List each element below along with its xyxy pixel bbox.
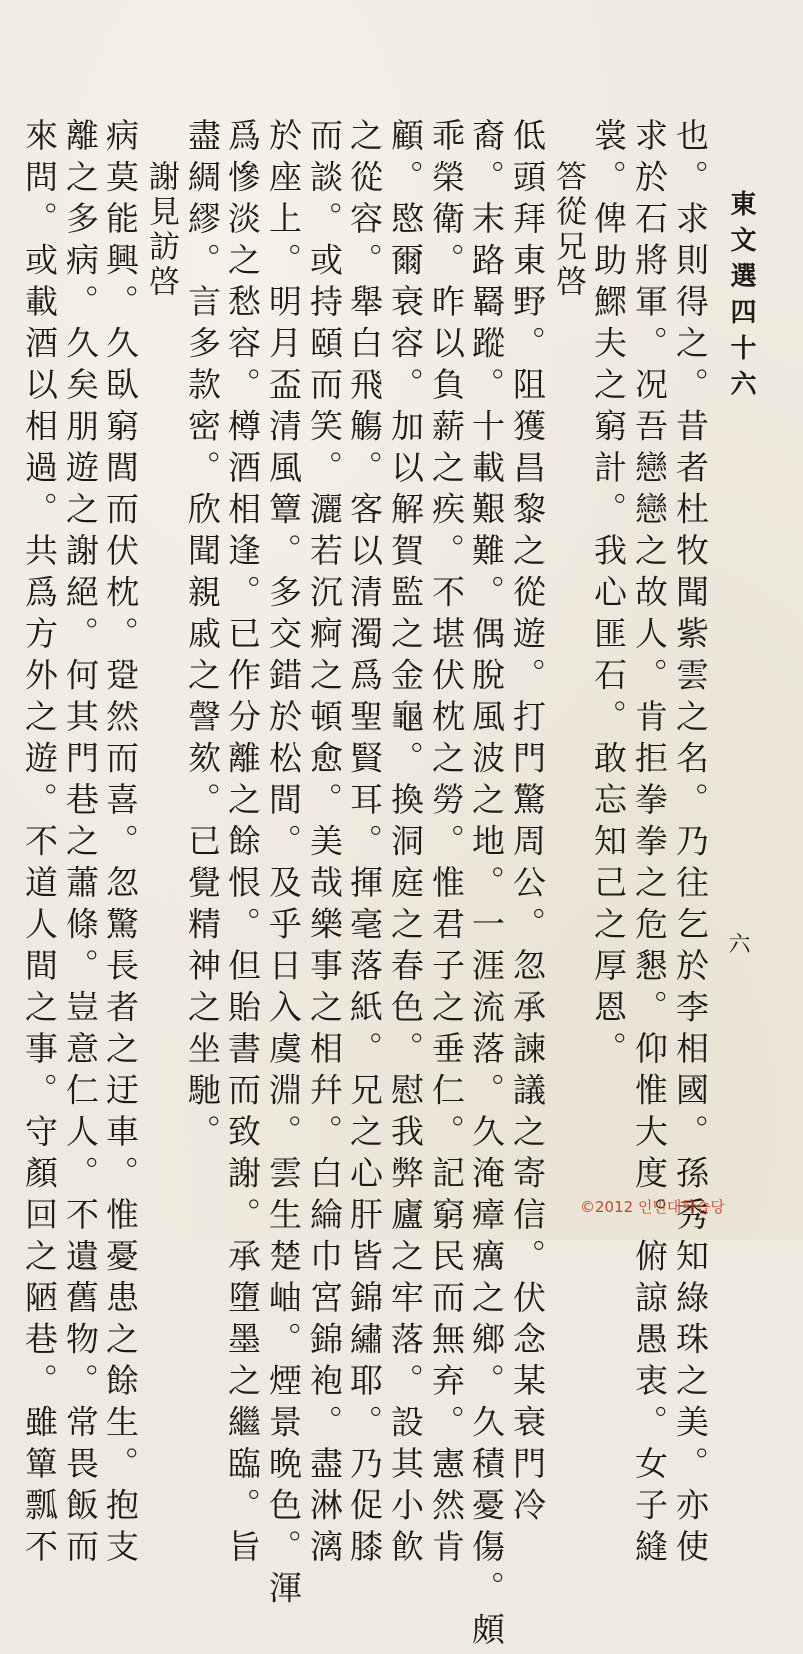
text-column-15: 病莫能興。久臥窮閭而伏枕。跫然而喜。忽驚長者之迂車。惟憂患之餘生。抱支 [101, 118, 140, 1571]
copyright-watermark: ©2012 인민대학습당 [580, 1198, 725, 1216]
section-title-1: 答從兄啓 [550, 160, 586, 300]
running-header: 東文選四十六 [726, 190, 756, 406]
text-column-17: 來問。或載酒以相過。共爲方外之遊。不道人間之事。守顏回之陋巷。雖簞瓢不 [20, 118, 59, 1571]
text-column-11: 於座上。明月盃清風簟。多交錯於松間。及乎日入虞淵。雲生楚岫。煙景晩色。渾 [264, 118, 303, 1612]
text-column-9: 之從容。舉白飛觴。客以清濁爲聖賢耳。揮毫落紙。兄之心肝皆錦繡耶。乃促膝 [345, 118, 384, 1571]
page-number: 六 [725, 932, 750, 954]
text-column-10: 而談。或持頤而笑。灑若沉痾之頓愈。美哉樂事之相幷。白綸巾宮錦袍。盡淋漓 [305, 118, 344, 1571]
text-column-5: 低頭拜東野。阻獲昌黎之從遊。打門驚周公。忽承諫議之寄信。伏念某衰門冷 [508, 118, 547, 1529]
text-column-3: 裳。俾助鰥夫之窮計。我心匪石。敢忘知己之厚恩。 [589, 118, 628, 1073]
text-column-13: 盡綢繆。言多款密。欣聞親戚之謦欬。已覺精神之坐馳。 [183, 118, 222, 1156]
text-column-8: 顧。愍爾衰容。加以解賀監之金龜。換洞庭之春色。慰我弊廬之牢落。設其小飮 [386, 118, 425, 1571]
text-column-6: 裔。末路羇蹤。十載艱難。偶脫風波之地。一涯流落。久淹瘴癘之鄉。久積憂傷。頗 [467, 118, 506, 1654]
text-column-2: 求於石將軍。况吾戀戀之故人。肯拒拳拳之危懇。仰惟大度。俯諒愚衷。女子縫 [630, 118, 669, 1571]
section-title-2: 謝見訪啓 [143, 160, 179, 300]
text-column-1: 也。求則得之。昔者杜牧聞紫雲之名。乃往乞於李相國。孫秀知綠珠之美。亦使 [671, 118, 710, 1571]
text-column-7: 乖榮衛。昨以負薪之疾。不堪伏枕之勞。惟君子之垂仁。記窮民而無弃。憲然肯 [427, 118, 466, 1571]
text-column-16: 離之多病。久矣朋遊之謝絕。何其門巷之蕭條。豈意仁人。不遺舊物。常畏飯而 [61, 118, 100, 1571]
text-column-12: 爲慘淡之愁容。樽酒相逢。已作分離之餘恨。但貽書而致謝。承墮墨之繼臨。旨 [223, 118, 262, 1571]
